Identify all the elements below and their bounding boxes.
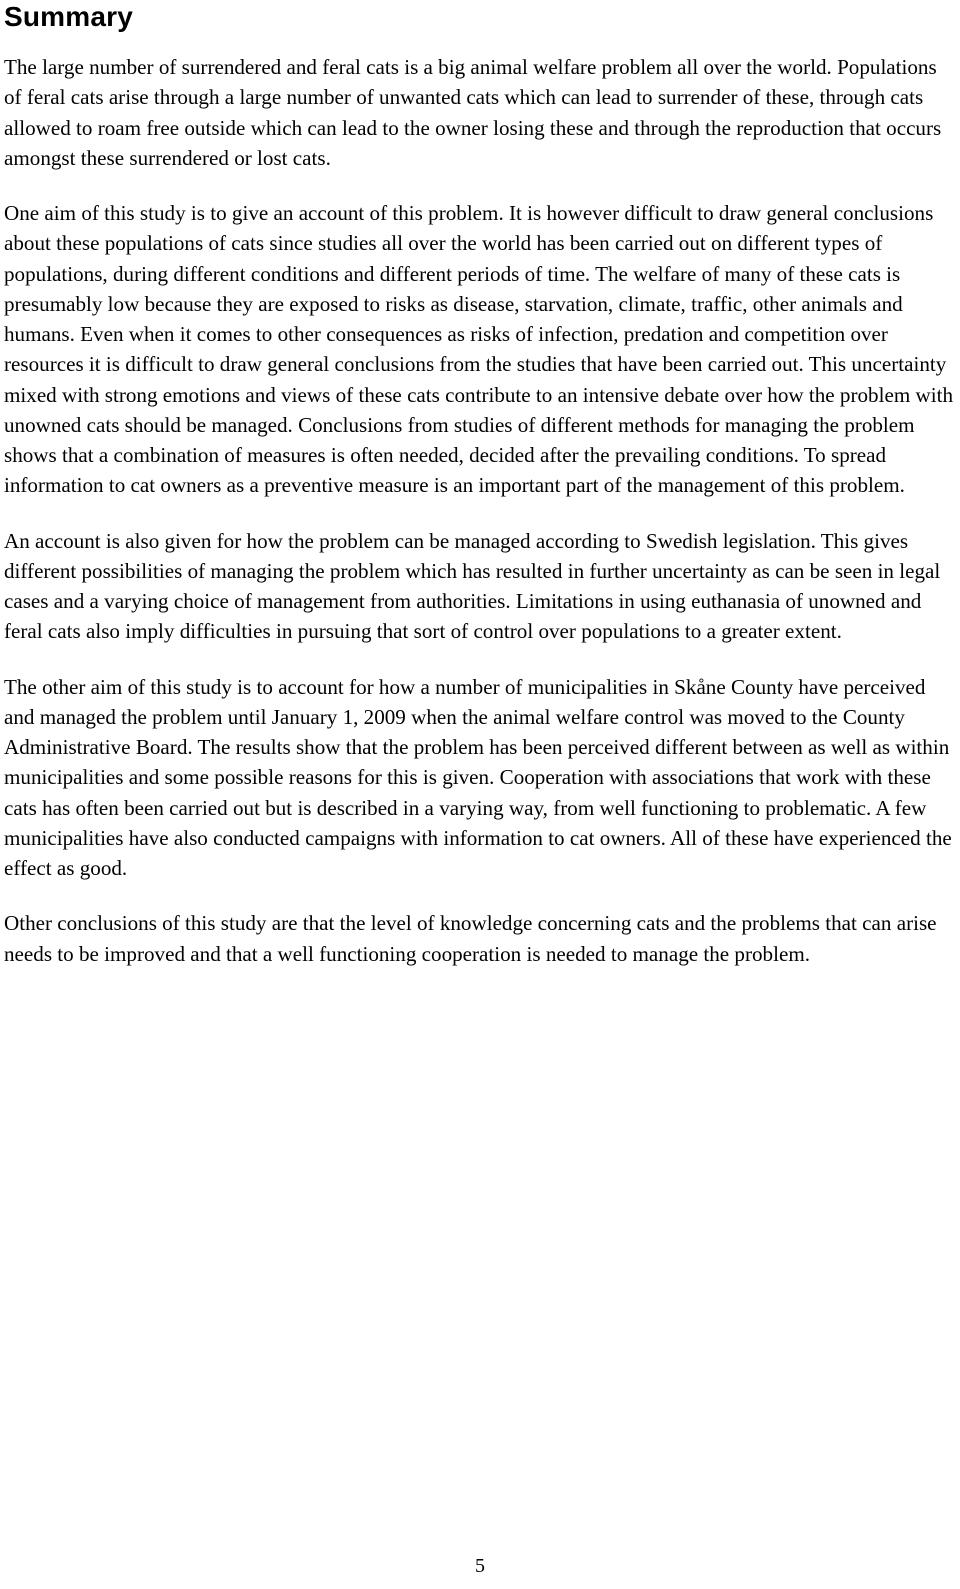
- summary-body: [4, 52, 956, 994]
- paragraph-1: The large number of surrendered and feral cats is a big animal welfare problem all over the world. Populations of feral cats arise through a large number of unwanted cats which can lead to surrender of these, through cats allowed to roam free outside which can lead to the owner losing these and through the reproduction that occurs amongst these surrendered or lost cats.: [4, 55, 942, 170]
- paragraph-3: An account is also given for how the problem can be managed according to Swedish legislation. This gives different possibilities of managing the problem which has resulted in further uncertainty as can be seen in legal cases and a varying choice of management from authorities. Limitations in using euthanasia of unowned and feral cats also imply difficulties in pursuing that sort of control over populations to a greater extent.: [4, 528, 941, 644]
- paragraph-4: The other aim of this study is to account for how a number of municipalities in Skåne County have perceived and managed the problem until January 1, 2009 when the animal welfare control was moved to the County Administrative Board. The results show that the problem has been perceived different between as well as within municipalities and some possible reasons for this is given. Cooperation with associations that work with these cats has often been carried out but is described in a varying way, from well functioning to problematic. A few municipalities have also conducted campaigns with information to cat owners. All of these have experienced the effect as good.: [4, 674, 952, 880]
- section-heading: Summary: [4, 1, 134, 32]
- paragraph-2: One aim of this study is to give an account of this problem. It is however difficult to draw general conclusions about these populations of cats since studies all over the world has been carried out on different types of populations, during different conditions and different periods of time. The welfare of many of these cats is presumably low because they are exposed to risks as disease, starvation, climate, traffic, other animals and humans. Even when it comes to other consequences as risks of infection, predation and competition over resources it is difficult to draw general conclusions from the studies that have been carried out. This uncertainty mixed with strong emotions and views of these cats contribute to an intensive debate over how the problem with unowned cats should be managed. Conclusions from studies of different methods for managing the problem shows that a combination of measures is often needed, decided after the prevailing conditions. To spread information to cat owners as a preventive measure is an important part of the management of this problem.: [4, 201, 954, 498]
- paragraph-5: Other conclusions of this study are that the level of knowledge concerning cats and the problems that can arise needs to be improved and that a well functioning cooperation is needed to manage the problem.: [4, 911, 937, 966]
- page-number: 5: [475, 1555, 485, 1577]
